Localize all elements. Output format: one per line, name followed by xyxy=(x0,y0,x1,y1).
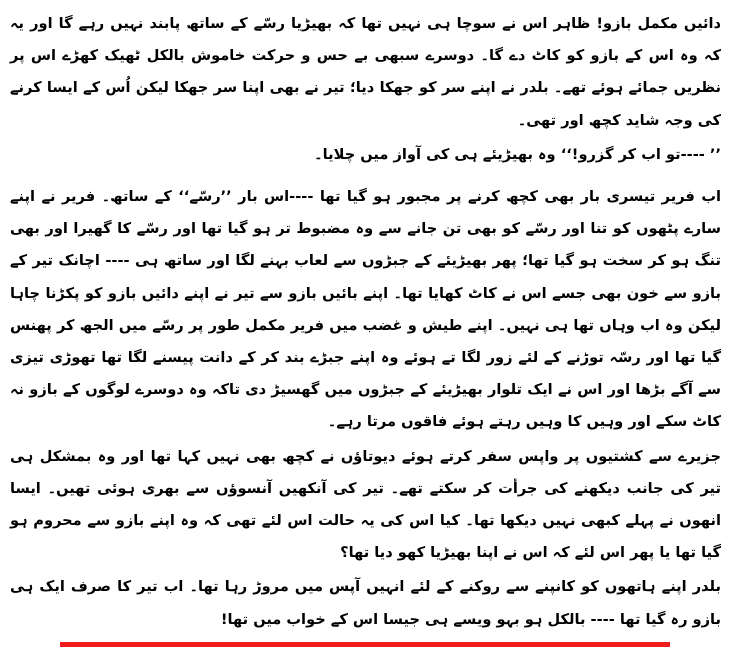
paragraph-4: جزیرے سے کشتیوں پر واپس سفر کرتے ہوئے دیوتاؤں نے کچھ بھی نہیں کہا تھا اور وہ بمشکل ہی تیر کی جانب دیکھنے کی جرأت کر سکتے تھے۔ تیر کی آنکھیں آنسوؤں سے بھری ہوئی تھیں۔ ایسا انھوں نے پہلے کبھی نہیں دیکھا تھا۔ کیا اس کی یہ حالت اس لئے تھی کہ وہ اپنے بازو سے محروم ہو گیا تھا یا پھر اس لئے کہ اس نے اپنا بھیڑیا کھو دیا تھا؟ xyxy=(10,447,721,562)
paragraph-2: ’’ ----تو اب کر گزرو!‘‘ وہ بھیڑیئے ہی کی آواز میں چلایا۔ xyxy=(314,145,721,163)
paragraph-1: دائیں مکمل بازو! ظاہر اس نے سوچا ہی نہیں تھا کہ بھیڑیا رسّے کے ساتھ پابند نہیں رہے گا اور یہ کہ وہ اس کے بازو کو کاٹ دے گا۔ دوسرے سبھی بے حس و حرکت خاموش بالکل ٹھیک کھڑے اس پر نظریں جمائے ہوئے تھے۔ بلدر نے اپنے سر کو جھکا دیا؛ تیر نے بھی اپنا سر جھکا لیکن اُس کے ایسا کرنے کی وجہ شاید کچھ اور تھی۔ xyxy=(10,15,721,129)
paragraph-5: بلدر اپنے ہاتھوں کو کانپنے سے روکنے کے لئے انہیں آپس میں مروڑ رہا تھا۔ اب تیر کا صرف ایک ہی بازو رہ گیا تھا ---- بالکل ہو بہو ویسے ہی جیسا اس کے خواب میں تھا! xyxy=(10,578,721,628)
document-body xyxy=(10,8,721,636)
page-end-rule xyxy=(60,642,670,647)
paragraph-3: اب فریر تیسری بار بھی کچھ کرنے پر مجبور ہو گیا تھا ----اس بار ’’رسّے‘‘ کے ساتھ۔ فریر نے اپنے سارے پٹھوں کو تنا اور رسّے کو بھی تن جانے سے وہ مضبوط تر ہو گیا تھا اور رسّے کا گھیرا اور بھی تنگ ہو کر سخت ہو گیا تھا؛ پھر بھیڑیئے کے جبڑوں سے لعاب بہنے لگا اور ساتھ ہی ---- اچانک تیر کے بازو سے خون بھی جسے اس نے کاٹ کھایا تھا۔ اپنے بائیں بازو سے تیر نے اپنے دائیں بازو کو پکڑنا چاہا لیکن وہ اب وہاں تھا ہی نہیں۔ اپنے طیش و غضب میں فریر مکمل طور پر رسّے میں الجھ کر پھنس گیا تھا اور رسّہ توڑنے کے لئے زور لگا تے ہوئے وہ اپنے جبڑے بند کر کے دانت پیسنے لگا تھا تھوڑی تیزی سے آگے بڑھا اور اس نے ایک تلوار بھیڑیئے کے جبڑوں میں گھسیڑ دی تاکہ وہ دوسرے لوگوں کے بازو نہ کاٹ سکے اور وہیں کا وہیں رہتے ہوئے فاقوں مرتا رہے۔ xyxy=(10,188,721,431)
